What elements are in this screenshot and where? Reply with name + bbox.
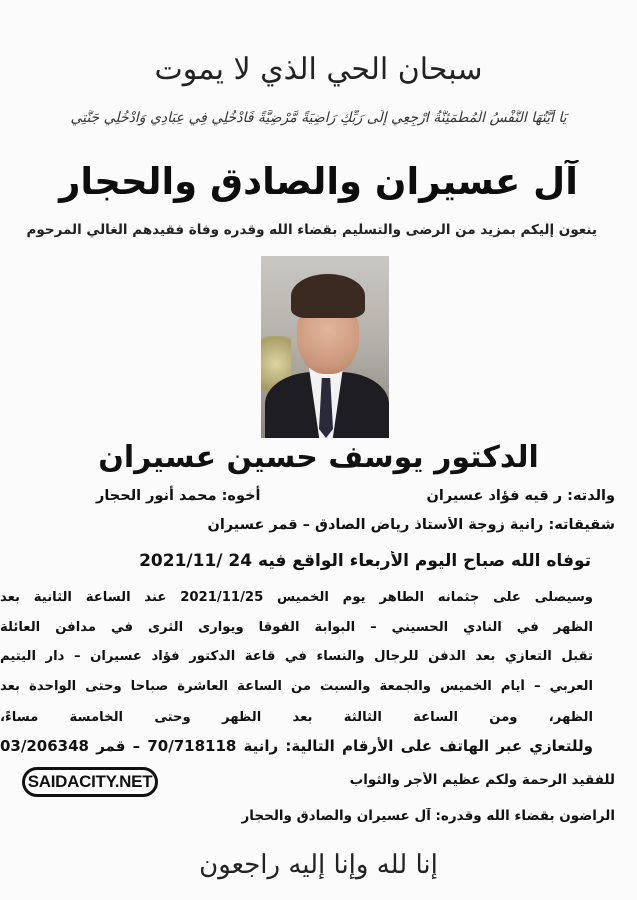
condolence-line: الظهر، ومن الساعة الثالثة بعد الظهر وحتى الخامسة مساءً، <box>0 710 593 725</box>
condolence-line: العربي – أيام الخميس والجمعة والسبت من الساعة العاشرة صباحاً وحتى الواحدة بعد <box>0 679 593 694</box>
heading: سبحان الحي الذي لا يموت <box>154 52 483 87</box>
mother-line: والدته: ر قيه فؤاد عسيران <box>426 488 615 504</box>
funeral-line: وسيصلى على جثمانه الطاهر يوم الخميس 2021/11/25 عند الساعة الثانية بعد <box>0 590 593 605</box>
sisters-line: شقيقاته: رانية زوجة الأستاذ رياض الصادق – قمر عسيران <box>207 517 615 533</box>
deceased-name: الدكتور يوسف حسين عسيران <box>98 440 539 475</box>
death-notice: توفاه الله صباح اليوم الأربعاء الواقع فيه 24 /2021/11 <box>139 551 591 571</box>
saidacity-watermark-logo: SAIDACITY.NET <box>22 767 158 797</box>
hair-shape <box>291 274 365 318</box>
deceased-portrait-photo <box>261 256 389 438</box>
condolence-line: تقبل التعازي بعد الدفن للرجال والنساء في قاعة الدكتور فؤاد عسيران – دار اليتيم <box>0 649 593 664</box>
quran-verse: يَا أَيَّتُهَا النَّفْسُ الْمُطْمَئِنَّةُ ارْجِعِي إِلَى رَبِّكِ رَاضِيَةً مَّرْضِيَّةً فَادْخُلِي فِي عِبَادِي وَادْخُلِي جَنَّتِي <box>70 110 567 126</box>
thanks-line: للفقيد الرحمة ولكم عظيم الأجر والثواب <box>349 772 615 788</box>
phone-numbers-line: وللتعازي عبر الهاتف على الأرقام التالية: رانية 70/718118 – قمر 03/206348 <box>0 737 593 755</box>
funeral-line: الظهر في النادي الحسيني – البوابة الفوقا ويوارى الثرى في مدافن العائلة <box>0 620 593 635</box>
closing-phrase: إنا لله وإنا إليه راجعون <box>199 850 438 880</box>
mourners-line: الراضون بقضاء الله وقدره: آل عسيران والصادق والحجار <box>241 808 615 824</box>
announcement-text: ينعون إليكم بمزيد من الرضى والتسليم بقضاء الله وقدره وفاة فقيدهم الغالي المرحوم <box>26 222 597 238</box>
brother-line: أخوه: محمد أنور الحجار <box>96 488 261 504</box>
family-names: آل عسيران والصادق والحجار <box>59 160 578 203</box>
